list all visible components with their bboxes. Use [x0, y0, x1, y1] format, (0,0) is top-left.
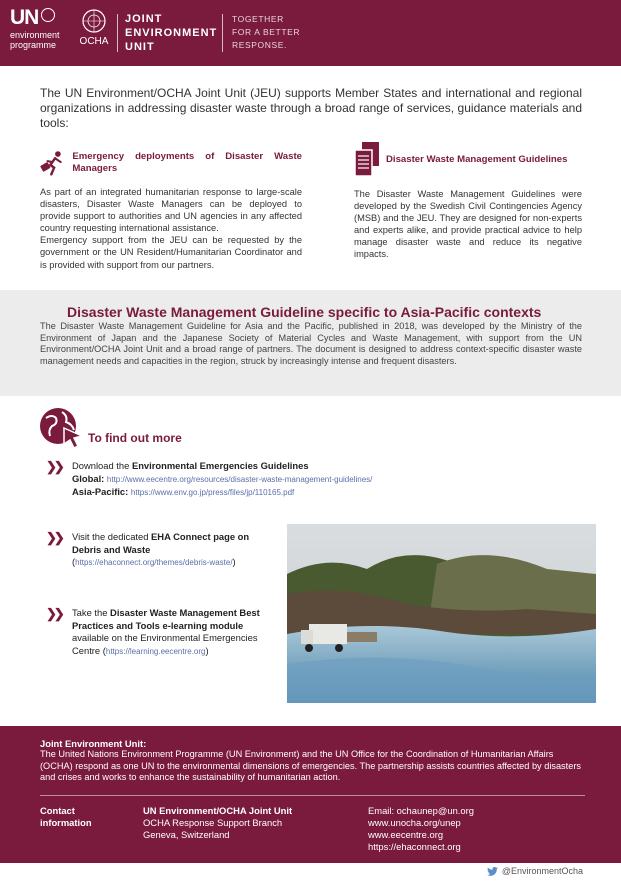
footer-text: The United Nations Environment Programme (UN Environment) and the UN Office for the Coordination of Humanitarian Affairs (OCHA) respond as one UN to the environmental dimensions of emergencies. The partnership assists countries affected by disasters and crises and works to enhance the sustainability of humanitarian action. — [40, 749, 581, 782]
elearning-item: Take the Disaster Waste Management Best Practices and Tools e-learning module available on the Environmental Emergencies Centre (https://learning.eecentre.org) — [72, 607, 260, 656]
guidelines-download-item — [72, 460, 402, 500]
left-para2: Emergency support from the JEU can be requested by the government or the UN Resident/Humanitarian Coordinator and is provided with support from our partners. — [40, 235, 302, 270]
org-block — [143, 805, 292, 841]
section-heading — [354, 142, 582, 178]
twitter-icon — [487, 867, 498, 876]
guidelines-heading: Disaster Waste Management Guidelines — [386, 153, 568, 165]
un-emblem-icon — [81, 8, 107, 34]
asia-pacific-text: The Disaster Waste Management Guideline for Asia and the Pacific, published in 2018, was developed by the Ministry of the Environment of Japan and the Japanese Society of Material Cycles and Waste Management, with support from the UN Environment/OCHA Joint Unit and a broad range of partners. The document is designed to address context-specific disaster waste management needs and capacities in the region, struck by increasingly intense and frequent disasters. — [40, 321, 582, 366]
emergency-deployments-heading: Emergency deployments of Disaster Waste Managers — [72, 150, 302, 174]
tag-line1: TOGETHER — [232, 14, 284, 24]
un-environment-logo — [10, 8, 74, 50]
item2-bold: EHA Connect page on Debris and Waste — [72, 531, 250, 555]
global-link[interactable]: http://www.eecentre.org/resources/disaster-waste-management-guidelines/ — [106, 474, 373, 484]
ehaconnect-link[interactable]: https://ehaconnect.org — [368, 841, 461, 852]
un-logo-text: UN — [10, 6, 39, 29]
globe-icon — [41, 8, 55, 22]
item3-pre: Take the — [72, 607, 111, 618]
asia-pacific-label: Asia-Pacific: — [72, 486, 129, 497]
chevron-right-icon: ❯❯ — [46, 459, 62, 474]
emergency-deployments-section — [40, 150, 302, 271]
org-name: UN Environment/OCHA Joint Unit — [143, 805, 293, 816]
item3-bold: Disaster Waste Management Best Practices and Tools e-learning module — [72, 607, 260, 631]
elearning-link[interactable]: https://learning.eecentre.org — [105, 646, 206, 656]
footer-divider — [40, 795, 585, 796]
jeu-line2: ENVIRONMENT — [125, 27, 218, 39]
right-para1: The Disaster Waste Management Guidelines were developed by the Swedish Civil Contingencies Agency (MSB) and the JEU. They are designed for non-experts and experts alike, and provide practical advice to help manage disaster waste and reduce its negative impacts. — [354, 189, 582, 260]
header-bar — [0, 0, 621, 66]
twitter-handle[interactable] — [487, 866, 583, 876]
chevron-right-icon: ❯❯ — [46, 606, 62, 621]
globe-cursor-icon — [38, 406, 86, 450]
eha-connect-link[interactable]: https://ehaconnect.org/themes/debris-waste/ — [75, 558, 233, 567]
eecentre-link[interactable]: www.eecentre.org — [368, 829, 444, 840]
item2-pre: Visit the dedicated — [72, 531, 152, 542]
header-divider — [117, 14, 118, 52]
tag-line2: FOR A BETTER — [232, 27, 301, 37]
chevron-right-icon: ❯❯ — [46, 530, 62, 545]
footer-title: Joint Environment Unit: — [40, 738, 147, 749]
org-line3: Geneva, Switzerland — [143, 829, 230, 840]
left-para1: As part of an integrated humanitarian response to large-scale disasters, Disaster Waste Managers can be deployed to provide support to authorities and UN agencies in any affected country requesting international assistance. — [40, 187, 302, 234]
global-label: Global: — [72, 472, 105, 484]
un-logo-sub2: programme — [10, 40, 57, 50]
find-out-more-title: To find out more — [88, 431, 182, 445]
ocha-text: OCHA — [79, 36, 109, 47]
tag-line3: RESPONSE. — [232, 40, 287, 50]
footer — [0, 726, 621, 863]
item1-pre: Download the — [72, 460, 132, 471]
org-line2: OCHA Response Support Branch — [143, 817, 283, 828]
jeu-title — [125, 12, 217, 54]
twitter-handle-text: @EnvironmentOcha — [501, 866, 583, 876]
runner-icon — [40, 150, 66, 176]
contact-label: Contact information — [40, 805, 92, 828]
unocha-link[interactable]: www.unocha.org/unep — [368, 817, 461, 828]
section-heading — [40, 150, 302, 176]
email-link[interactable]: Email: ochaunep@un.org — [368, 805, 474, 816]
ocha-logo — [76, 8, 112, 47]
documents-icon — [354, 142, 380, 178]
intro-text: The UN Environment/OCHA Joint Unit (JEU) supports Member States and international and regional organizations in addressing disaster waste through a broad range of services, guidance materials and tools: — [40, 86, 582, 130]
header-divider — [222, 14, 223, 52]
tagline — [232, 13, 300, 52]
un-logo-sub1: environment — [10, 30, 60, 40]
asia-pacific-link[interactable]: https://www.env.go.jp/press/files/jp/110165.pdf — [130, 488, 295, 497]
asia-pacific-title: Disaster Waste Management Guideline specific to Asia-Pacific contexts — [67, 304, 542, 320]
item1-bold: Environmental Emergencies Guidelines — [131, 460, 309, 471]
waste-site-photo — [287, 524, 596, 703]
contact-links — [368, 805, 474, 853]
guidelines-section — [354, 142, 582, 261]
jeu-line3: UNIT — [125, 41, 155, 53]
item3-post: available on the Environmental Emergencies Centre — [72, 632, 258, 656]
jeu-line1: JOINT — [125, 13, 163, 25]
eha-connect-item: Visit the dedicated EHA Connect page on Debris and Waste (https://ehaconnect.org/themes/debris-waste/) — [72, 531, 250, 567]
